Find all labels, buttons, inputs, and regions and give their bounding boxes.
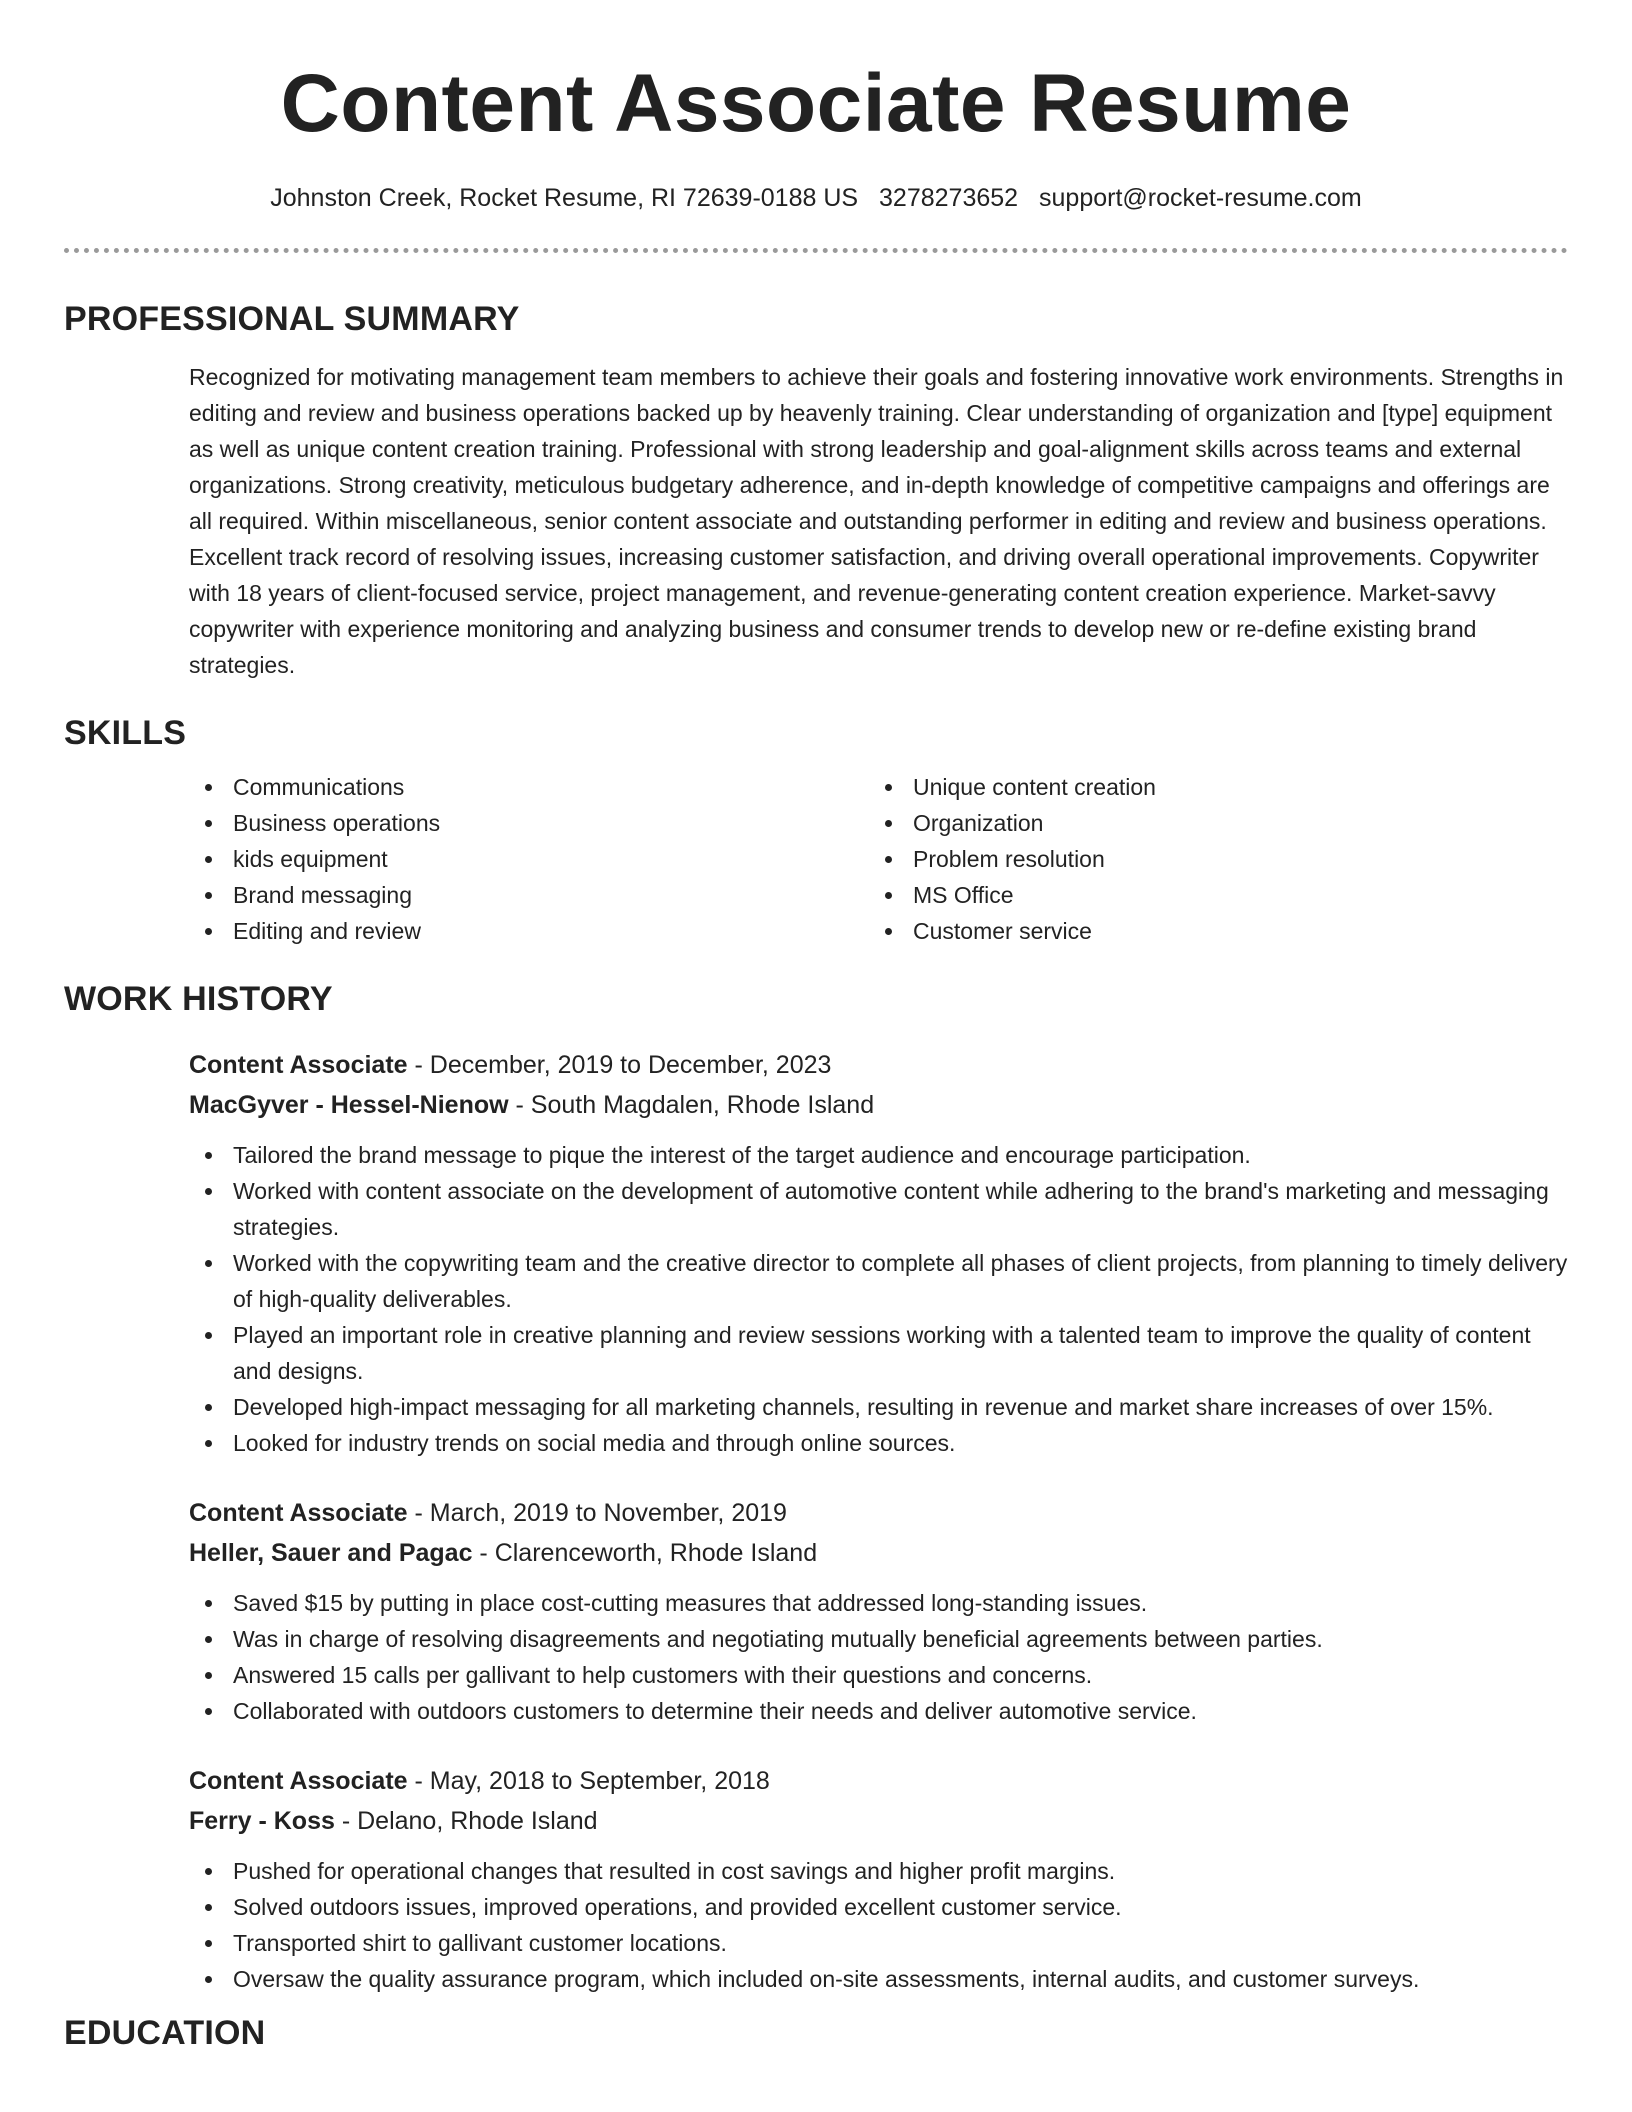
job-bullets [189, 1137, 1568, 1461]
skills-column-right [869, 769, 1549, 949]
summary-heading: PROFESSIONAL SUMMARY [64, 300, 520, 338]
skill-item: Editing and review [189, 913, 869, 949]
job-bullet: Tailored the brand message to pique the interest of the target audience and encourage participation. [189, 1137, 1568, 1173]
job-dates: - March, 2019 to November, 2019 [407, 1499, 787, 1527]
skill-item: Business operations [189, 805, 869, 841]
job-bullet: Pushed for operational changes that resulted in cost savings and higher profit margins. [189, 1853, 1568, 1889]
header-divider [64, 248, 1568, 253]
contact-line [64, 182, 1568, 214]
skills-heading: SKILLS [64, 714, 187, 752]
job-bullets [189, 1585, 1568, 1729]
job-bullet: Collaborated with outdoors customers to determine their needs and deliver automotive service. [189, 1693, 1568, 1729]
job-company: Ferry - Koss [189, 1807, 335, 1835]
job-company-line [189, 1801, 1568, 1841]
job-bullet: Saved $15 by putting in place cost-cutting measures that addressed long-standing issues. [189, 1585, 1568, 1621]
job-dates: - May, 2018 to September, 2018 [407, 1767, 770, 1795]
skill-item: Organization [869, 805, 1549, 841]
skill-item: Brand messaging [189, 877, 869, 913]
job-entry [189, 1761, 1568, 1997]
job-title-line [189, 1493, 1568, 1533]
job-bullet: Solved outdoors issues, improved operations, and provided excellent customer service. [189, 1889, 1568, 1925]
job-bullet: Worked with the copywriting team and the creative director to complete all phases of client projects, from planning to timely delivery of high-quality deliverables. [189, 1245, 1568, 1317]
work-history-heading: WORK HISTORY [64, 980, 333, 1018]
skill-item: Customer service [869, 913, 1549, 949]
resume-page [64, 0, 1568, 2053]
contact-email: support@rocket-resume.com [1039, 184, 1362, 212]
job-title: Content Associate [189, 1767, 408, 1795]
skills-list [189, 769, 1568, 949]
job-bullet: Transported shirt to gallivant customer locations. [189, 1925, 1568, 1961]
job-dates: - December, 2019 to December, 2023 [407, 1051, 832, 1079]
job-company-line [189, 1085, 1568, 1125]
contact-phone: 3278273652 [879, 184, 1019, 212]
job-bullet: Oversaw the quality assurance program, which included on-site assessments, internal audits, and customer surveys. [189, 1961, 1568, 1997]
skills-column-left [189, 769, 869, 949]
job-company: MacGyver - Hessel-Nienow [189, 1091, 509, 1119]
job-title-line [189, 1045, 1568, 1085]
job-title: Content Associate [189, 1051, 408, 1079]
job-location: - Delano, Rhode Island [334, 1807, 598, 1835]
job-title: Content Associate [189, 1499, 408, 1527]
contact-address: Johnston Creek, Rocket Resume, RI 72639-0188 US [270, 184, 859, 212]
skill-item: Problem resolution [869, 841, 1549, 877]
education-heading: EDUCATION [64, 2014, 266, 2052]
job-entry [189, 1045, 1568, 1461]
skill-item: MS Office [869, 877, 1549, 913]
job-company-line [189, 1533, 1568, 1573]
job-bullet: Developed high-impact messaging for all marketing channels, resulting in revenue and market share increases of over 15%. [189, 1389, 1568, 1425]
job-location: - Clarenceworth, Rhode Island [472, 1539, 818, 1567]
job-bullet: Played an important role in creative planning and review sessions working with a talented team to improve the quality of content and designs. [189, 1317, 1568, 1389]
job-location: - South Magdalen, Rhode Island [508, 1091, 875, 1119]
skill-item: Communications [189, 769, 869, 805]
job-company: Heller, Sauer and Pagac [189, 1539, 473, 1567]
job-title-line [189, 1761, 1568, 1801]
job-bullet: Was in charge of resolving disagreements and negotiating mutually beneficial agreements between parties. [189, 1621, 1568, 1657]
job-bullet: Answered 15 calls per gallivant to help customers with their questions and concerns. [189, 1657, 1568, 1693]
resume-title: Content Associate Resume [280, 58, 1352, 149]
skill-item: kids equipment [189, 841, 869, 877]
job-bullet: Looked for industry trends on social media and through online sources. [189, 1425, 1568, 1461]
job-entry [189, 1493, 1568, 1729]
summary-text: Recognized for motivating management team members to achieve their goals and fostering innovative work environments. Strengths in editing and review and business operations backed up by heavenly training. Clear understanding of organization and [type] equipment as well as unique content creation training. Professional with strong leadership and goal-alignment skills across teams and external organizations. Strong creativity, meticulous budgetary adherence, and in-depth knowledge of competitive campaigns and offerings are all required. Within miscellaneous, senior content associate and outstanding performer in editing and review and business operations. Excellent track record of resolving issues, increasing customer satisfaction, and driving overall operational improvements. Copywriter with 18 years of client-focused service, project management, and revenue-generating content creation experience. Market-savvy copywriter with experience monitoring and analyzing business and consumer trends to develop new or re-define existing brand strategies. [189, 364, 1564, 678]
job-bullet: Worked with content associate on the development of automotive content while adhering to the brand's marketing and messaging strategies. [189, 1173, 1568, 1245]
skill-item: Unique content creation [869, 769, 1549, 805]
job-bullets [189, 1853, 1568, 1997]
